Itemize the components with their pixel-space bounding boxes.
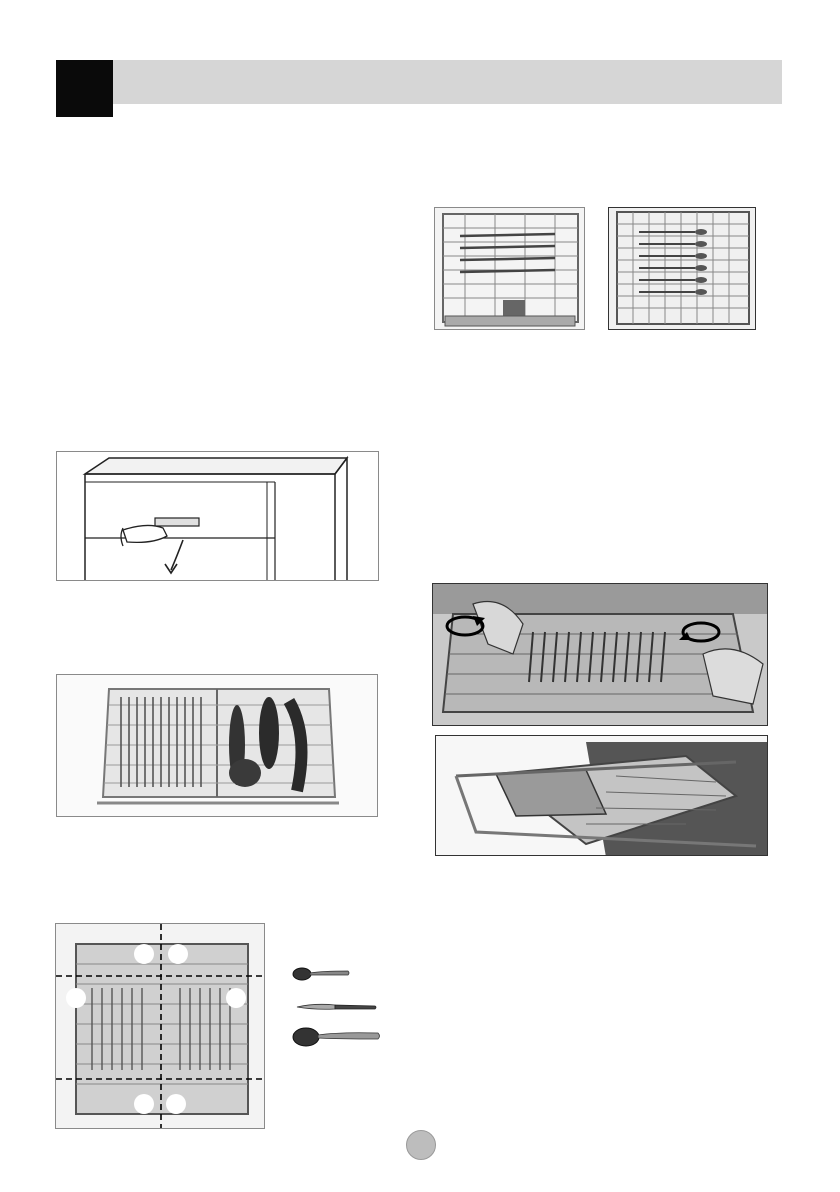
tablespoon-icon — [292, 1025, 382, 1049]
section-header-bar — [112, 60, 782, 104]
open-door-handle-illustration — [56, 451, 379, 581]
cutlery-tray-zones-diagram — [55, 923, 265, 1129]
page-number-circle — [406, 1130, 436, 1160]
section-marker-square — [56, 60, 113, 117]
cutlery-basket-photo-left — [434, 207, 585, 330]
teaspoon-icon — [292, 965, 352, 983]
knife-icon — [295, 1000, 377, 1014]
loaded-cutlery-tray-photo — [56, 674, 378, 817]
third-rack-extended-photo — [435, 735, 768, 856]
rotate-rack-tines-photo — [432, 583, 768, 726]
cutlery-basket-photo-right — [608, 207, 756, 330]
